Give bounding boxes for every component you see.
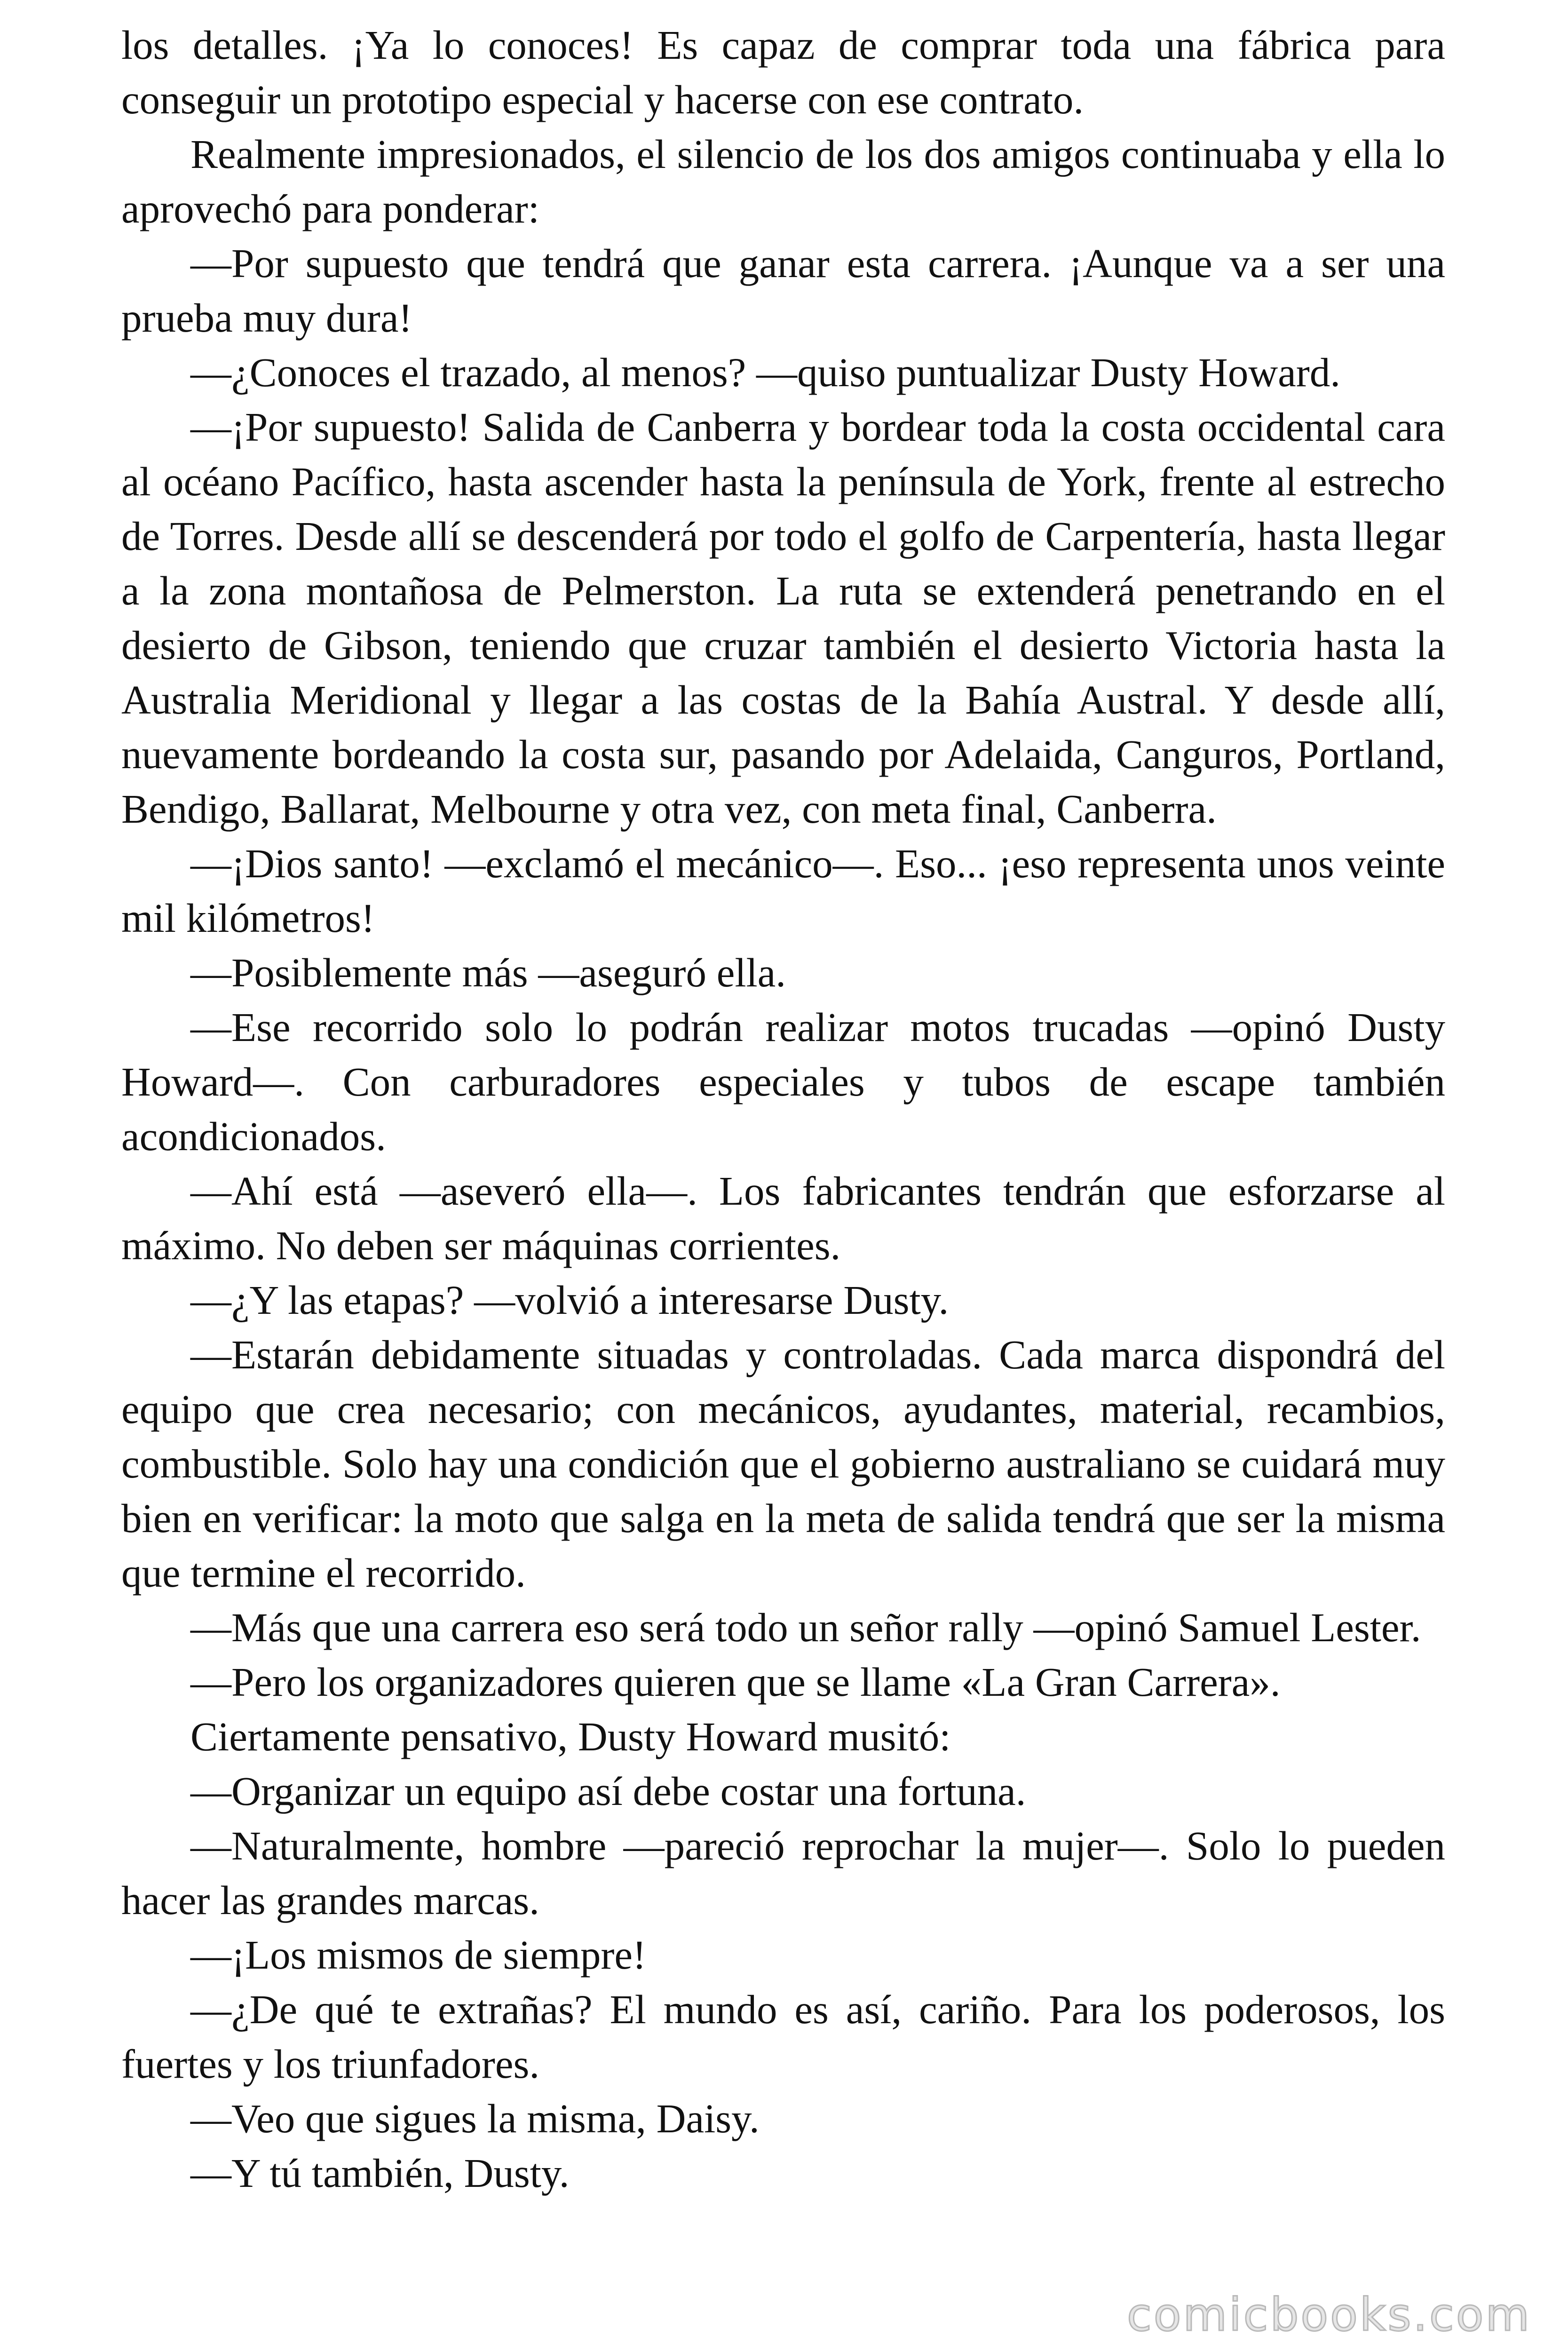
paragraph: —Organizar un equipo así debe costar una fortuna.: [190, 1768, 1026, 1814]
paragraph: —Veo que sigues la misma, Daisy.: [190, 2096, 760, 2141]
paragraph: —¿Y las etapas? —volvió a interesarse Dusty.: [190, 1277, 949, 1323]
paragraph: —¿De qué te extrañas? El mundo es así, cariño. Para los poderosos, los fuertes y los triunfadores.: [121, 1986, 1445, 2087]
paragraph: —Más que una carrera eso será todo un señor rally —opinó Samuel Lester.: [190, 1605, 1421, 1650]
paragraph: —¿Conoces el trazado, al menos? —quiso puntualizar Dusty Howard.: [190, 350, 1341, 395]
paragraph: —¡Dios santo! —exclamó el mecánico—. Eso... ¡eso representa unos veinte mil kilómetros!: [121, 841, 1445, 941]
watermark: comicbooks.com: [1126, 2288, 1531, 2341]
paragraph: —Y tú también, Dusty.: [190, 2150, 570, 2196]
paragraph: —Naturalmente, hombre —pareció reprochar la mujer—. Solo lo pueden hacer las grandes marcas.: [121, 1823, 1445, 1923]
paragraph: Ciertamente pensativo, Dusty Howard musitó:: [190, 1714, 951, 1759]
paragraph: —Posiblemente más —aseguró ella.: [190, 950, 786, 995]
paragraph: —Pero los organizadores quieren que se llame «La Gran Carrera».: [190, 1659, 1281, 1705]
paragraph: —¡Por supuesto! Salida de Canberra y bordear toda la costa occidental cara al océano Pacífico, hasta ascender hasta la península de York, frente al estrecho de Torres. Desde allí se descenderá por todo el golfo de Carpentería, hasta llegar a la zona montañosa de Pelmerston. La ruta se extenderá penetrando en el desierto de Gibson, teniendo que cruzar también el desierto Victoria hasta la Australia Meridional y llegar a las costas de la Bahía Austral. Y desde allí, nuevamente bordeando la costa sur, pasando por Adelaida, Canguros, Portland, Bendigo, Ballarat, Melbourne y otra vez, con meta final, Canberra.: [121, 404, 1445, 832]
paragraph: —Por supuesto que tendrá que ganar esta carrera. ¡Aunque va a ser una prueba muy dura!: [121, 240, 1445, 341]
paragraph: —Estarán debidamente situadas y controladas. Cada marca dispondrá del equipo que crea necesario; con mecánicos, ayudantes, material, recambios, combustible. Solo hay una condición que el gobierno australiano se cuidará muy bien en verificar: la moto que salga en la meta de salida tendrá que ser la misma que termine el recorrido.: [121, 1332, 1445, 1596]
paragraph: —Ahí está —aseveró ella—. Los fabricantes tendrán que esforzarse al máximo. No deben ser máquinas corrientes.: [121, 1168, 1445, 1268]
paragraph: Realmente impresionados, el silencio de los dos amigos continuaba y ella lo aprovechó para ponderar:: [121, 131, 1445, 231]
book-page-text: [121, 18, 1445, 2201]
paragraph: los detalles. ¡Ya lo conoces! Es capaz de comprar toda una fábrica para conseguir un prototipo especial y hacerse con ese contrato.: [121, 22, 1445, 122]
paragraph: —Ese recorrido solo lo podrán realizar motos trucadas —opinó Dusty Howard—. Con carburadores especiales y tubos de escape también acondicionados.: [121, 1004, 1445, 1159]
paragraph: —¡Los mismos de siempre!: [190, 1932, 646, 1978]
